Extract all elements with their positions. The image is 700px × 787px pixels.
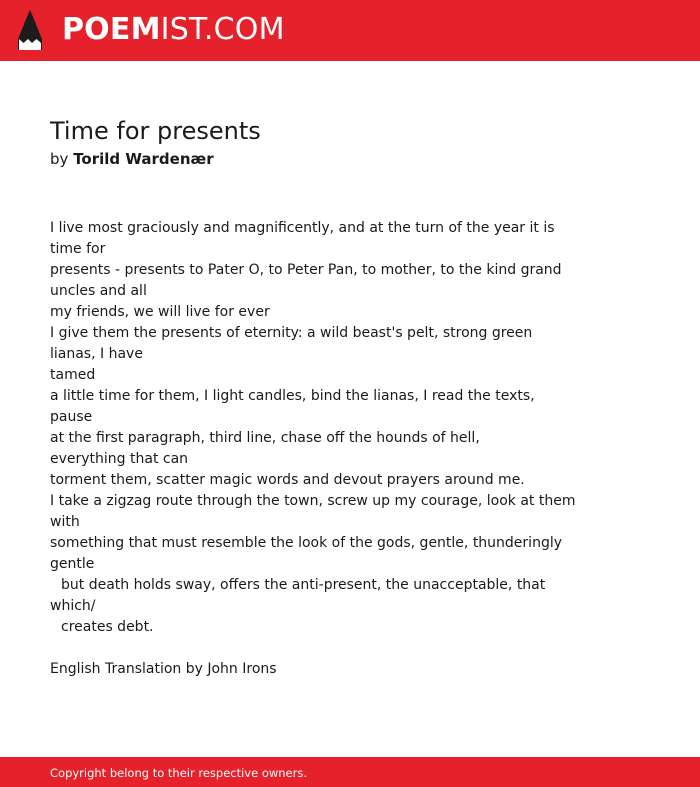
poem-line: I take a zigzag route through the town, screw up my courage, look at them bbox=[50, 493, 576, 509]
poem-body bbox=[50, 218, 576, 680]
poem-line: uncles and all bbox=[50, 283, 147, 299]
poem-line: time for bbox=[50, 241, 106, 257]
poem-line: creates debt. bbox=[61, 619, 154, 635]
poem-line: pause bbox=[50, 409, 93, 425]
site-logo[interactable] bbox=[62, 11, 285, 49]
poem-line: but death holds sway, offers the anti-present, the unacceptable, that bbox=[61, 577, 546, 593]
pencil-logo-icon[interactable] bbox=[17, 9, 43, 51]
poem-line: torment them, scatter magic words and devout prayers around me. bbox=[50, 472, 525, 488]
poem-line: a little time for them, I light candles, bind the lianas, I read the texts, bbox=[50, 388, 535, 404]
poem-title: Time for presents bbox=[50, 117, 261, 145]
translation-credit: English Translation by John Irons bbox=[50, 661, 277, 677]
site-header bbox=[0, 0, 700, 61]
poem-line: my friends, we will live for ever bbox=[50, 304, 270, 320]
logo-text-bold: POEM bbox=[62, 12, 161, 47]
stanza-break bbox=[50, 638, 570, 659]
poem-line: I give them the presents of eternity: a wild beast's pelt, strong green bbox=[50, 325, 533, 341]
poem-line: with bbox=[50, 514, 80, 530]
poem-line: I live most graciously and magnificently, and at the turn of the year it is bbox=[50, 220, 555, 236]
poem-line: lianas, I have bbox=[50, 346, 143, 362]
poem-line: presents - presents to Pater O, to Peter Pan, to mother, to the kind grand bbox=[50, 262, 562, 278]
poem-line: something that must resemble the look of the gods, gentle, thunderingly bbox=[50, 535, 563, 551]
byline-label: by bbox=[50, 150, 69, 168]
poem-line: everything that can bbox=[50, 451, 189, 467]
poem-line: tamed bbox=[50, 367, 96, 383]
poem-line: at the first paragraph, third line, chase off the hounds of hell, bbox=[50, 430, 480, 446]
site-footer bbox=[0, 757, 700, 787]
poem-line: gentle bbox=[50, 556, 95, 572]
copyright-notice: Copyright belong to their respective owners. bbox=[50, 766, 308, 780]
poem-line: which/ bbox=[50, 598, 96, 614]
poem-byline bbox=[50, 149, 214, 169]
logo-text-light: IST.COM bbox=[160, 12, 285, 47]
author-name: Torild Wardenær bbox=[73, 150, 214, 168]
